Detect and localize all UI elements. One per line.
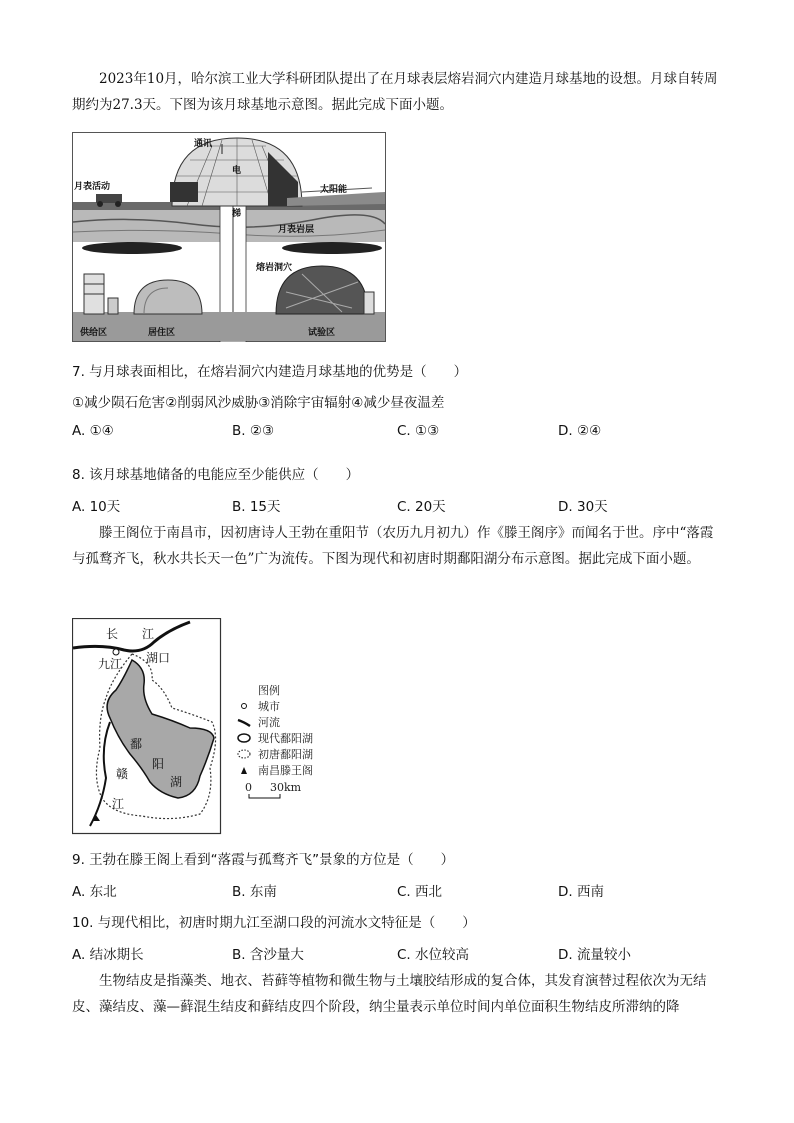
map-label-yang: 阳 [152, 757, 165, 771]
legend-early-tang-icon [238, 750, 250, 758]
q9-option-c[interactable]: C. 西北 [397, 884, 443, 900]
q7-option-d[interactable]: D. ②④ [558, 423, 602, 439]
map-legend [238, 683, 313, 798]
map-label-hu: 湖 [170, 775, 183, 789]
q10-option-d[interactable]: D. 流量较小 [558, 947, 631, 963]
q10-option-b[interactable]: B. 含沙量大 [232, 947, 304, 963]
legend-city-icon [242, 704, 247, 709]
map-label-hukou: 湖口 [146, 651, 171, 665]
q9-option-d[interactable]: D. 西南 [558, 884, 604, 900]
q7-items: ①减少陨石危害②削弱风沙威胁③消除宇宙辐射④减少昼夜温差 [72, 395, 445, 411]
poyang-lake-map [72, 618, 352, 836]
label-comm: 通讯 [194, 139, 213, 149]
label-elevator: 电 [232, 166, 242, 176]
q8-option-a[interactable]: A. 10天 [72, 499, 121, 515]
map-label-po: 鄱 [130, 737, 143, 751]
q7-option-c[interactable]: C. ①③ [397, 423, 440, 439]
moon-base-figure [72, 132, 386, 342]
q9-stem: 9. 王勃在滕王阁上看到“落霞与孤鹜齐飞”景象的方位是（ ） [72, 852, 455, 868]
q10-option-c[interactable]: C. 水位较高 [397, 947, 470, 963]
legend-modern: 现代鄱阳湖 [258, 732, 313, 745]
map-label-gan: 赣 [116, 767, 129, 781]
q7-stem: 7. 与月球表面相比，在熔岩洞穴内建造月球基地的优势是（ ） [72, 364, 468, 380]
passage-tengwang: 滕王阁位于南昌市，因初唐诗人王勃在重阳节（农历九月初九）作《滕王阁序》而闻名于世。序中“落霞与孤鹜齐飞，秋水共长天一色”广为流传。下图为现代和初唐时期鄱阳湖分布示意图。据此完成下面小题。 [72, 525, 714, 567]
label-rock-layer: 月表岩层 [278, 225, 315, 235]
q8-stem: 8. 该月球基地储备的电能应至少能供应（ ） [72, 467, 360, 483]
map-label-jiujiang: 九江 [98, 657, 123, 671]
legend-title: 图例 [258, 684, 280, 697]
label-lava-cave: 熔岩洞穴 [256, 263, 293, 273]
passage-moon-base: 2023年10月，哈尔滨工业大学科研团队提出了在月球表层熔岩洞穴内建造月球基地的设想。月球自转周期约为27.3天。下图为该月球基地示意图。据此完成下面小题。 [72, 71, 718, 113]
q10-option-a[interactable]: A. 结冰期长 [72, 947, 144, 963]
label-lunar-activity: 月表活动 [74, 182, 111, 192]
q7-option-a[interactable]: A. ①④ [72, 423, 114, 439]
legend-river-icon [238, 720, 250, 726]
map-label-gan-jiang: 江 [112, 797, 125, 811]
map-label-jiang: 江 [142, 627, 155, 641]
label-test: 试验区 [308, 328, 336, 338]
map-label-chang: 长 [106, 627, 119, 641]
q9-option-b[interactable]: B. 东南 [232, 884, 277, 900]
q8-option-c[interactable]: C. 20天 [397, 499, 446, 515]
legend-pavilion-icon [241, 767, 247, 774]
label-elevator-2: 梯 [232, 209, 242, 219]
q8-option-b[interactable]: B. 15天 [232, 499, 281, 515]
legend-modern-icon [238, 734, 250, 742]
scale-bar [249, 794, 280, 798]
q10-stem: 10. 与现代相比，初唐时期九江至湖口段的河流水文特征是（ ） [72, 915, 476, 931]
passage-biocrust: 生物结皮是指藻类、地衣、苔藓等植物和微生物与土壤胶结形成的复合体，其发育演替过程依次为无结皮、藻结皮、藻—藓混生结皮和藓结皮四个阶段，纳尘量表示单位时间内单位面积生物结皮所滞纳的降 [72, 973, 707, 1015]
label-solar: 太阳能 [320, 185, 348, 195]
scale-zero: 0 [245, 781, 252, 794]
q8-option-d[interactable]: D. 30天 [558, 499, 608, 515]
legend-river: 河流 [258, 716, 280, 729]
label-supply: 供给区 [80, 328, 108, 338]
label-living: 居住区 [148, 328, 176, 338]
legend-early-tang: 初唐鄱阳湖 [258, 748, 313, 761]
legend-city: 城市 [258, 700, 280, 713]
q7-option-b[interactable]: B. ②③ [232, 423, 275, 439]
legend-pavilion: 南昌滕王阁 [258, 764, 313, 777]
scale-length: 30km [270, 781, 302, 794]
q9-option-a[interactable]: A. 东北 [72, 884, 117, 900]
